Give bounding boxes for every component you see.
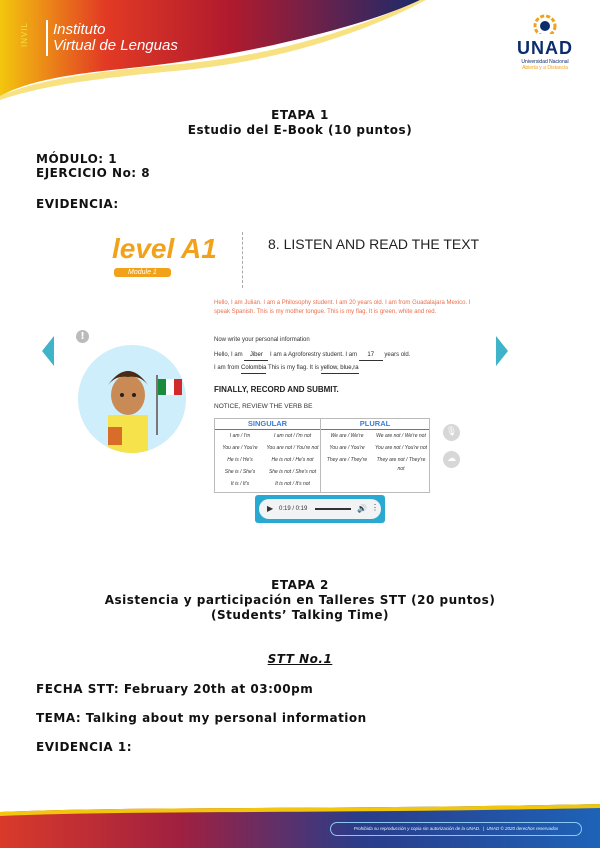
upload-icon[interactable]: ☁ bbox=[443, 451, 460, 468]
etapa1-title: ETAPA 1 bbox=[271, 108, 329, 122]
info-line-1: Hello, I am Jiber I am a Agroforestry student. I am 17 years old. bbox=[214, 351, 476, 361]
more-options-icon[interactable]: ⋮ bbox=[371, 503, 379, 512]
institute-line2: Virtual de Lenguas bbox=[53, 37, 178, 54]
progress-bar[interactable] bbox=[315, 508, 351, 510]
table-cell: He is / He's bbox=[227, 457, 253, 463]
unad-sub2: Abierta y a Distancia bbox=[522, 65, 568, 71]
audio-controls bbox=[259, 499, 381, 519]
evidencia-1-label: EVIDENCIA 1: bbox=[36, 740, 133, 754]
footer-copyright: UNAD © 2020 derechos reservados bbox=[486, 826, 559, 831]
student-illustration bbox=[78, 345, 186, 453]
verb-be-table bbox=[214, 418, 430, 493]
finally-instruction: FINALLY, RECORD AND SUBMIT. bbox=[214, 385, 339, 394]
footer-notice: Prohibida su reproducción y copia sin autorización de la UNAD. | UNAD © 2020 derechos reservados bbox=[330, 822, 582, 836]
level-title: level A1 bbox=[112, 233, 217, 264]
unad-logo bbox=[510, 12, 580, 71]
table-header-singular: SINGULAR bbox=[215, 419, 320, 430]
table-cell: You are / You're bbox=[222, 445, 258, 451]
age-field[interactable]: 17 bbox=[359, 351, 383, 361]
unad-wordmark: UNAD bbox=[517, 38, 573, 58]
unad-sub1: Universidad Nacional bbox=[521, 59, 569, 65]
table-cell: You are not / You're not bbox=[266, 445, 319, 451]
exercise-title: 8. LISTEN AND READ THE TEXT bbox=[268, 236, 480, 252]
table-cell: We are not / We're not bbox=[376, 433, 426, 439]
table-cell: I am / I'm bbox=[229, 433, 251, 439]
unad-emblem-icon bbox=[525, 12, 565, 34]
table-cell: You are not / You're not bbox=[374, 445, 427, 451]
student-avatar-icon bbox=[78, 345, 186, 453]
table-cell: They are not / They're not bbox=[376, 457, 426, 472]
audio-player[interactable] bbox=[255, 495, 385, 523]
etapa2-subtitle2: (Students’ Talking Time) bbox=[211, 608, 389, 622]
table-cell: I am not / I'm not bbox=[273, 433, 312, 439]
etapa2-title: ETAPA 2 bbox=[271, 578, 329, 592]
prev-arrow-icon[interactable] bbox=[42, 336, 54, 366]
table-cell: She is / She's bbox=[224, 469, 256, 475]
table-header-plural: PLURAL bbox=[321, 419, 429, 430]
table-cell: He is not / He's not bbox=[271, 457, 314, 463]
info-line-2: I am from Colombia This is my flag. It is yellow, blue,ra bbox=[214, 364, 476, 374]
institute-divider bbox=[46, 20, 48, 56]
notice-instruction: NOTICE, REVIEW THE VERB BE bbox=[214, 403, 313, 410]
ejercicio-label: EJERCICIO No: 8 bbox=[36, 166, 151, 180]
table-cell: She is not / She's not bbox=[268, 469, 317, 475]
colors-field[interactable]: yellow, blue,ra bbox=[321, 364, 359, 374]
etapa1-subtitle: Estudio del E-Book (10 puntos) bbox=[187, 123, 413, 137]
footer-notice-text: Prohibida su reproducción y copia sin autorización de la UNAD. bbox=[353, 826, 481, 831]
write-prompt: Now write your personal information bbox=[214, 337, 310, 343]
table-cell: It is / It's bbox=[230, 481, 250, 487]
table-cell: You are / You're bbox=[329, 445, 365, 451]
module-badge: Module 1 bbox=[114, 268, 171, 277]
institute-mark: INVIL bbox=[20, 22, 29, 48]
next-arrow-icon[interactable] bbox=[496, 336, 508, 366]
modulo-label: MÓDULO: 1 bbox=[36, 152, 118, 166]
evidencia-label: EVIDENCIA: bbox=[36, 197, 119, 211]
etapa2-subtitle: Asistencia y participación en Talleres STT (20 puntos) bbox=[104, 593, 496, 607]
name-field[interactable]: Jiber bbox=[244, 351, 268, 361]
volume-icon[interactable]: 🔊 bbox=[357, 504, 367, 513]
fecha-stt: FECHA STT: February 20th at 03:00pm bbox=[36, 682, 314, 696]
table-cell: It is not / It's not bbox=[275, 481, 310, 487]
divider-line bbox=[242, 232, 244, 288]
institute-logo bbox=[53, 22, 178, 54]
stt-heading: STT No.1 bbox=[267, 652, 333, 666]
info-icon[interactable]: ! bbox=[76, 330, 89, 343]
microphone-icon[interactable]: 🎙 bbox=[443, 424, 460, 441]
player-time: 0:19 / 0:19 bbox=[279, 506, 308, 512]
tema-stt: TEMA: Talking about my personal information bbox=[36, 711, 367, 725]
play-icon[interactable]: ▶ bbox=[267, 504, 274, 513]
institute-line1: Instituto bbox=[53, 21, 106, 38]
table-cell: We are / We're bbox=[330, 433, 364, 439]
table-cell: They are / They're bbox=[326, 457, 368, 463]
country-field[interactable]: Colombia bbox=[241, 364, 266, 374]
intro-text: Hello, I am Julian. I am a Philosophy student. I am 20 years old. I am from Guadalajara Mexico. I speak Spanish. This is my mother tongue. This is my flag. It is green, white and red. bbox=[214, 300, 471, 315]
